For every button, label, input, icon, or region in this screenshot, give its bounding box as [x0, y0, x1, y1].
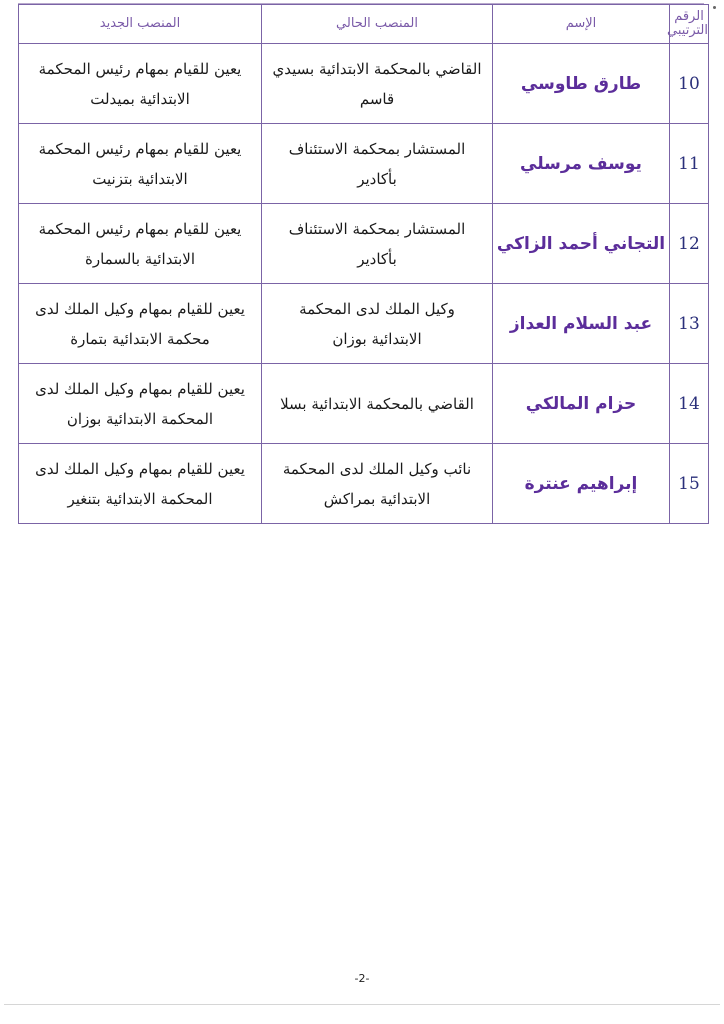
cell-number — [670, 44, 709, 124]
row-new-position: يعين للقيام بمهام وكيل الملك لدى المحكمة الابتدائية بوزان — [35, 379, 245, 428]
table-header-row — [19, 5, 709, 44]
cell-current-position — [262, 284, 493, 364]
row-number: 13 — [678, 313, 700, 334]
row-current-position: المستشار بمحكمة الاستئناف بأكادير — [288, 139, 466, 188]
cell-new-position — [19, 284, 262, 364]
cell-current-position — [262, 444, 493, 524]
row-current-position: نائب وكيل الملك لدى المحكمة الابتدائية بمراكش — [282, 459, 472, 508]
row-new-position: يعين للقيام بمهام رئيس المحكمة الابتدائية بتزنيت — [38, 139, 242, 188]
cell-name — [493, 124, 670, 204]
table-row — [19, 204, 709, 284]
cell-name — [493, 204, 670, 284]
row-new-position: يعين للقيام بمهام وكيل الملك لدى المحكمة الابتدائية بتنغير — [35, 459, 245, 508]
row-name: عبد السلام العداز — [509, 313, 653, 334]
row-name: حزام المالكي — [525, 393, 637, 414]
row-number: 15 — [678, 473, 700, 494]
row-name: إبراهيم عنترة — [524, 473, 638, 494]
row-name: طارق طاوسي — [520, 73, 642, 94]
row-new-position: يعين للقيام بمهام رئيس المحكمة الابتدائية بميدلت — [38, 59, 242, 108]
cell-current-position — [262, 44, 493, 124]
table-row — [19, 124, 709, 204]
row-name: يوسف مرسلي — [520, 153, 642, 174]
row-new-position: يعين للقيام بمهام رئيس المحكمة الابتدائية بالسمارة — [38, 219, 242, 268]
cell-current-position — [262, 364, 493, 444]
cell-number — [670, 204, 709, 284]
page-number: -2- — [354, 972, 370, 985]
row-number: 11 — [678, 153, 700, 174]
row-current-position: القاضي بالمحكمة الابتدائية بسلا — [280, 394, 474, 413]
header-number: الرقم الترتيبي — [670, 5, 709, 44]
table-row — [19, 44, 709, 124]
cell-name — [493, 364, 670, 444]
cell-number — [670, 284, 709, 364]
cell-number — [670, 444, 709, 524]
row-current-position: المستشار بمحكمة الاستئناف بأكادير — [288, 219, 466, 268]
header-name: الإسم — [493, 5, 670, 44]
cell-new-position — [19, 444, 262, 524]
table-row — [19, 284, 709, 364]
row-new-position: يعين للقيام بمهام وكيل الملك لدى محكمة الابتدائية بتمارة — [35, 299, 245, 348]
row-number: 10 — [678, 73, 700, 94]
header-new-position: المنصب الجديد — [19, 5, 262, 44]
header-current-position: المنصب الحالي — [262, 5, 493, 44]
row-current-position: وكيل الملك لدى المحكمة الابتدائية بوزان — [299, 299, 455, 348]
cell-new-position — [19, 204, 262, 284]
appointments-table — [18, 4, 709, 524]
cell-current-position — [262, 204, 493, 284]
table-row — [19, 364, 709, 444]
bottom-rule — [4, 1004, 720, 1005]
corner-dot — [713, 6, 716, 9]
row-number: 12 — [678, 233, 700, 254]
cell-name — [493, 44, 670, 124]
row-name: التجاني أحمد الزاكي — [496, 233, 666, 254]
cell-new-position — [19, 364, 262, 444]
cell-current-position — [262, 124, 493, 204]
cell-name — [493, 284, 670, 364]
cell-new-position — [19, 124, 262, 204]
cell-new-position — [19, 44, 262, 124]
cell-name — [493, 444, 670, 524]
table-row — [19, 444, 709, 524]
row-current-position: القاضي بالمحكمة الابتدائية بسيدي قاسم — [272, 59, 482, 108]
cell-number — [670, 124, 709, 204]
row-number: 14 — [678, 393, 700, 414]
cell-number — [670, 364, 709, 444]
